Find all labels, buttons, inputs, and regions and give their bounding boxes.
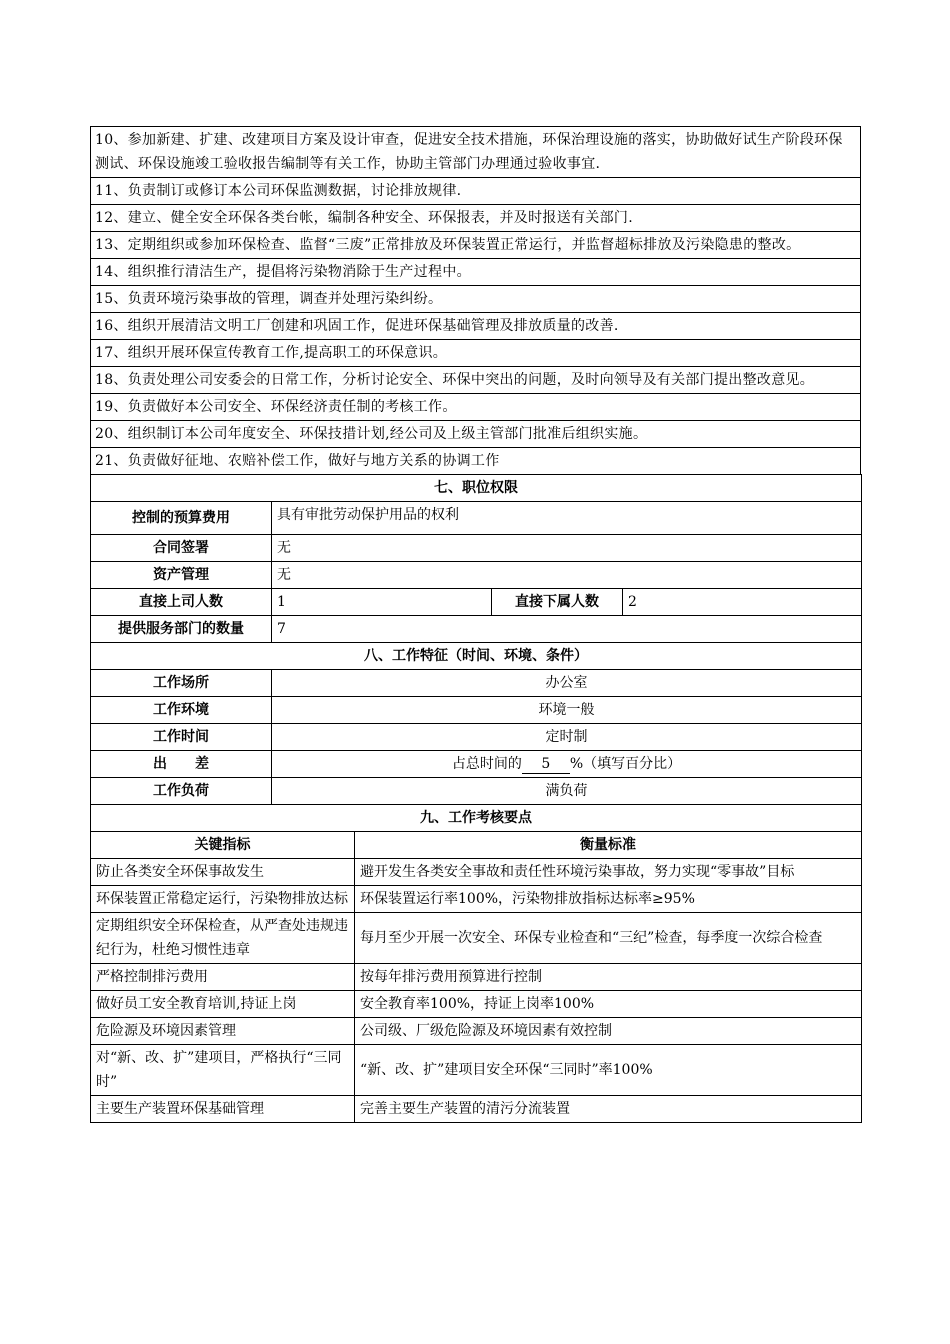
duty-item: 17、组织开展环保宣传教育工作,提高职工的环保意识。: [91, 340, 861, 367]
measure-standard: 完善主要生产装置的清污分流装置: [355, 1096, 862, 1123]
key-indicator: 对“新、改、扩”建项目，严格执行“三同时”: [91, 1045, 355, 1096]
section-title-work-features: 八、工作特征（时间、环境、条件）: [91, 643, 862, 670]
work-features-table: [90, 642, 862, 805]
travel-percent: 5: [522, 755, 570, 774]
key-indicator: 环保装置正常稳定运行，污染物排放达标: [91, 886, 355, 913]
measure-standard: 公司级、厂级危险源及环境因素有效控制: [355, 1018, 862, 1045]
duty-row: [91, 232, 861, 259]
key-indicator: 定期组织安全环保检查，从严查处违规违纪行为，杜绝习惯性违章: [91, 913, 355, 964]
duty-row: [91, 313, 861, 340]
duty-item: 14、组织推行清洁生产，提倡将污染物消除于生产过程中。: [91, 259, 861, 286]
travel-value: [272, 751, 862, 778]
duty-item: 13、定期组织或参加环保检查、监督“三废”正常排放及环保装置正常运行，并监督超标排放及污染隐患的整改。: [91, 232, 861, 259]
key-indicator: 主要生产装置环保基础管理: [91, 1096, 355, 1123]
duty-row: [91, 205, 861, 232]
budget-value: 具有审批劳动保护用品的权利: [272, 502, 862, 535]
key-indicator: 严格控制排污费用: [91, 964, 355, 991]
assessment-row: [91, 991, 862, 1018]
assessment-row: [91, 1018, 862, 1045]
section-title-authority: 七、职位权限: [91, 475, 862, 502]
duty-item: 16、组织开展清洁文明工厂创建和巩固工作，促进环保基础管理及排放质量的改善.: [91, 313, 861, 340]
duties-table: [90, 126, 861, 475]
duty-item: 21、负责做好征地、农赔补偿工作，做好与地方关系的协调工作: [91, 448, 861, 475]
time-label: 工作时间: [91, 724, 272, 751]
duty-item: 10、参加新建、扩建、改建项目方案及设计审查，促进安全技术措施，环保治理设施的落实，协助做好试生产阶段环保测试、环保设施竣工验收报告编制等有关工作，协助主管部门办理通过验收事宜.: [91, 127, 861, 178]
travel-prefix: 占总时间的: [451, 756, 522, 772]
assessment-row: [91, 1045, 862, 1096]
measure-standard: 每月至少开展一次安全、环保专业检查和“三纪”检查，每季度一次综合检查: [355, 913, 862, 964]
column-header-key: 关键指标: [91, 832, 355, 859]
assessment-row: [91, 859, 862, 886]
measure-standard: 环保装置运行率100%，污染物排放指标达标率≥95%: [355, 886, 862, 913]
travel-label: 出 差: [91, 751, 272, 778]
assets-value: 无: [272, 562, 862, 589]
measure-standard: 安全教育率100%，持证上岗率100%: [355, 991, 862, 1018]
travel-suffix: %（填写百分比）: [569, 756, 682, 772]
superiors-value: 1: [272, 589, 492, 616]
contract-value: 无: [272, 535, 862, 562]
duty-item: 18、负责处理公司安委会的日常工作，分析讨论安全、环保中突出的问题，及时向领导及有关部门提出整改意见。: [91, 367, 861, 394]
duty-row: [91, 178, 861, 205]
document-page: [90, 126, 861, 1123]
duty-item: 19、负责做好本公司安全、环保经济责任制的考核工作。: [91, 394, 861, 421]
key-indicator: 危险源及环境因素管理: [91, 1018, 355, 1045]
depts-value: 7: [272, 616, 862, 643]
place-value: 办公室: [272, 670, 862, 697]
duty-row: [91, 286, 861, 313]
measure-standard: 避开发生各类安全事故和责任性环境污染事故，努力实现“零事故”目标: [355, 859, 862, 886]
duty-row: [91, 448, 861, 475]
assessment-row: [91, 1096, 862, 1123]
duty-row: [91, 127, 861, 178]
duty-item: 20、组织制订本公司年度安全、环保技措计划,经公司及上级主管部门批准后组织实施。: [91, 421, 861, 448]
duty-row: [91, 421, 861, 448]
column-header-standard: 衡量标准: [355, 832, 862, 859]
contract-label: 合同签署: [91, 535, 272, 562]
duty-item: 12、建立、健全安全环保各类台帐，编制各种安全、环保报表，并及时报送有关部门.: [91, 205, 861, 232]
load-value: 满负荷: [272, 778, 862, 805]
duty-row: [91, 340, 861, 367]
env-value: 环境一般: [272, 697, 862, 724]
env-label: 工作环境: [91, 697, 272, 724]
duty-row: [91, 367, 861, 394]
section-title-assessment: 九、工作考核要点: [91, 805, 862, 832]
assessment-row: [91, 964, 862, 991]
time-value: 定时制: [272, 724, 862, 751]
duty-row: [91, 259, 861, 286]
key-indicator: 防止各类安全环保事故发生: [91, 859, 355, 886]
subordinates-value: 2: [623, 589, 862, 616]
place-label: 工作场所: [91, 670, 272, 697]
duty-item: 11、负责制订或修订本公司环保监测数据，讨论排放规律.: [91, 178, 861, 205]
authority-table: [90, 474, 862, 643]
assets-label: 资产管理: [91, 562, 272, 589]
superiors-label: 直接上司人数: [91, 589, 272, 616]
assessment-row: [91, 913, 862, 964]
assessment-table: [90, 804, 862, 1123]
subordinates-label: 直接下属人数: [492, 589, 623, 616]
depts-label: 提供服务部门的数量: [91, 616, 272, 643]
measure-standard: “新、改、扩”建项目安全环保“三同时”率100%: [355, 1045, 862, 1096]
assessment-row: [91, 886, 862, 913]
duty-item: 15、负责环境污染事故的管理，调查并处理污染纠纷。: [91, 286, 861, 313]
budget-label: 控制的预算费用: [91, 502, 272, 535]
key-indicator: 做好员工安全教育培训,持证上岗: [91, 991, 355, 1018]
duty-row: [91, 394, 861, 421]
load-label: 工作负荷: [91, 778, 272, 805]
measure-standard: 按每年排污费用预算进行控制: [355, 964, 862, 991]
